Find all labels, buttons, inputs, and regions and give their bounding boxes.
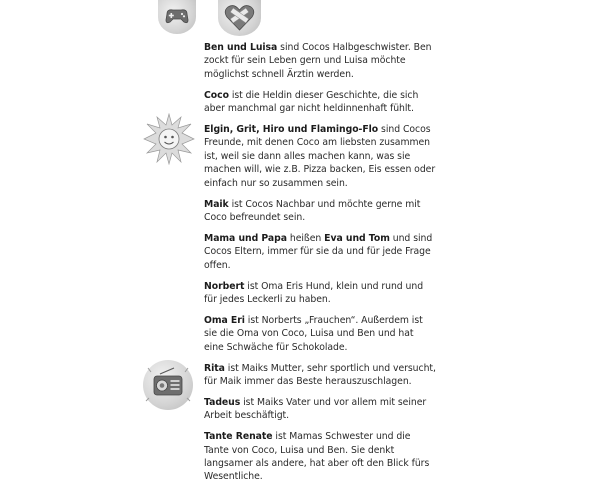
entry-text: ist Mamas Schwester und die Tante von Coco, Luisa und Ben. Sie denkt langsamer als andere, hat aber oft den Blick fürs Wesentliche. [204, 431, 430, 483]
entry-name: Elgin, Grit, Hiro und Flamingo-Flo [204, 124, 379, 136]
entry-name: Norbert [204, 280, 245, 292]
character-list [204, 41, 436, 491]
entry-text-mid: heißen [286, 232, 325, 244]
entry-name: Rita [204, 362, 225, 374]
starburst-portrait-icon [143, 113, 195, 165]
entry-name: Coco [204, 89, 229, 101]
entry-rita [204, 362, 436, 389]
entry-text: sind Cocos Halbgeschwister. Ben zockt für sein Leben gern und Luisa möchte möglichst schnell Ärztin werden. [204, 42, 432, 80]
entry-maik [204, 198, 436, 225]
entry-text: ist Norberts „Frauchen“. Außerdem ist sie die Oma von Coco, Luisa und Ben und hat eine Schwäche für Schokolade. [204, 314, 423, 353]
entry-text: sind Cocos Freunde, mit denen Coco am liebsten zusammen ist, weil sie dann alles machen kann, was sie machen will, wie z.B. Pizza backen, Eis essen oder einfach nur so zusammen sein. [204, 124, 436, 189]
entry-oma-eri [204, 314, 436, 354]
entry-name: Maik [204, 198, 229, 210]
entry-name: Tadeus [204, 396, 241, 408]
entry-name: Mama und Papa [204, 232, 287, 244]
entry-parents [204, 232, 436, 272]
entry-tante-renate [204, 430, 436, 484]
entry-tadeus [204, 396, 436, 423]
entry-friends [204, 123, 436, 190]
entry-ben-luisa [204, 41, 436, 81]
entry-text: ist Oma Eris Hund, klein und rund und für jedes Leckerli zu haben. [204, 280, 424, 305]
bandaged-heart-icon [218, 0, 261, 36]
entry-name-secondary: Eva und Tom [324, 232, 390, 244]
radio-icon [143, 360, 193, 410]
entry-text: ist Maiks Vater und vor allem mit seiner Arbeit beschäftigt. [204, 396, 427, 422]
entry-coco [204, 89, 436, 116]
entry-name: Oma Eri [204, 314, 245, 326]
entry-text: und sind Cocos Eltern, immer für sie da und für jede Frage offen. [204, 232, 433, 271]
entry-text: ist die Heldin dieser Geschichte, die sich aber manchmal gar nicht heldinnenhaft fühlt. [204, 89, 419, 115]
entry-text: ist Cocos Nachbar und möchte gerne mit Coco befreundet sein. [204, 198, 421, 223]
gamepad-icon [158, 0, 196, 34]
entry-text: ist Maiks Mutter, sehr sportlich und versucht, für Maik immer das Beste herauszuschlagen. [204, 362, 436, 388]
entry-name: Tante Renate [204, 431, 273, 443]
entry-norbert [204, 280, 436, 307]
entry-name: Ben und Luisa [204, 42, 278, 53]
